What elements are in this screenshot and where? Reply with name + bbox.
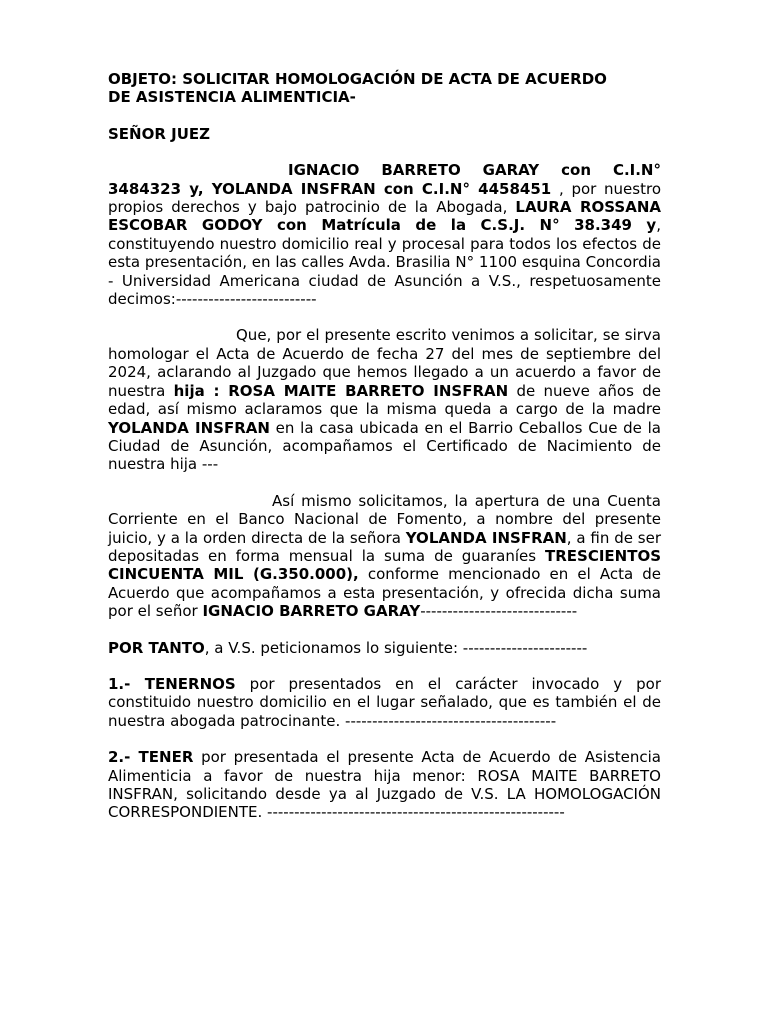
petition-1-label: 1.- TENERNOS <box>108 674 236 693</box>
account-text-1: Así mismo solicitamos, la apertura de una Cuenta Corriente en el Banco Nacional de Fomento, a nombre del presente juicio, y a la orden directa de la señora <box>108 491 661 547</box>
petition-item-1 <box>108 675 661 730</box>
parties-text-1: , por nuestro propios derechos y bajo patrocinio de la Abogada, <box>108 179 661 217</box>
father-name: IGNACIO BARRETO GARAY <box>202 602 421 621</box>
paragraph-request <box>108 326 661 473</box>
request-text-2: de nueve años de edad, así mismo aclaramos que la misma queda a cargo de la madre <box>108 381 661 419</box>
mother-name: YOLANDA INSFRAN <box>108 418 270 437</box>
paragraph-therefore <box>108 639 661 657</box>
therefore-label: POR TANTO <box>108 638 205 657</box>
petition-2-label: 2.- TENER <box>108 748 194 767</box>
paragraph-account <box>108 492 661 621</box>
request-text-1: Que, por el presente escrito venimos a solicitar, se sirva homologar el Acta de Acuerdo de fecha 27 del mes de septiembre del 2024, aclarando al Juzgado que hemos llegado a un acuerdo a favor de nuestra <box>108 326 661 400</box>
child-name: hija : ROSA MAITE BARRETO INSFRAN <box>173 381 509 400</box>
document-title <box>108 70 661 107</box>
petition-1-text: por presentados en el carácter invocado y por constituido nuestro domicilio en el lugar señalado, que es también el de nuestra abogada patrocinante. --------------------------------------- <box>108 674 662 730</box>
parties-names: IGNACIO BARRETO GARAY con C.I.N° 3484323 y, YOLANDA INSFRAN con C.I.N° 4458451 <box>108 161 661 198</box>
document-page <box>108 70 661 840</box>
parties-text-2: , constituyendo nuestro domicilio real y procesal para todos los efectos de esta presentación, en las calles Avda. Brasilia N° 1100 esquina Concordia - Universidad Americana ciudad de Asunción a V.S., respetuosamente decimos:-------------------------- <box>108 216 661 309</box>
lawyer-name: LAURA ROSSANA ESCOBAR GODOY con Matrícula de la C.S.J. N° 38.349 y <box>108 198 661 235</box>
paragraph-parties <box>108 161 661 308</box>
petition-item-2 <box>108 748 661 822</box>
amount: TRESCIENTOS CINCUENTA MIL (G.350.000), <box>108 546 661 584</box>
account-text-3: conforme mencionado en el Acta de Acuerdo que acompañamos a esta presentación, y ofrecida dicha suma por el señor <box>108 565 662 621</box>
addressee: SEÑOR JUEZ <box>108 124 211 143</box>
title-line-2: DE ASISTENCIA ALIMENTICIA- <box>108 88 356 107</box>
account-text-2: , a fin de ser depositadas en forma mensual la suma de guaraníes <box>108 528 661 565</box>
therefore-text: , a V.S. peticionamos lo siguiente: ----------------------- <box>204 638 588 657</box>
account-holder: YOLANDA INSFRAN <box>405 528 567 547</box>
request-text-3: en la casa ubicada en el Barrio Ceballos Cue de la Ciudad de Asunción, acompañamos el Certificado de Nacimiento de nuestra hija --- <box>108 418 661 474</box>
petition-2-text: por presentada el presente Acta de Acuerdo de Asistencia Alimenticia a favor de nuestra hija menor: ROSA MAITE BARRETO INSFRAN, solicitando desde ya al Juzgado de V.S. LA HOMOLOGACIÓN CORRESPONDIENTE. ------------------------------------------------------- <box>108 748 661 822</box>
account-text-4: ----------------------------- <box>420 602 578 621</box>
title-line-1: OBJETO: SOLICITAR HOMOLOGACIÓN DE ACTA DE ACUERDO <box>108 70 607 88</box>
